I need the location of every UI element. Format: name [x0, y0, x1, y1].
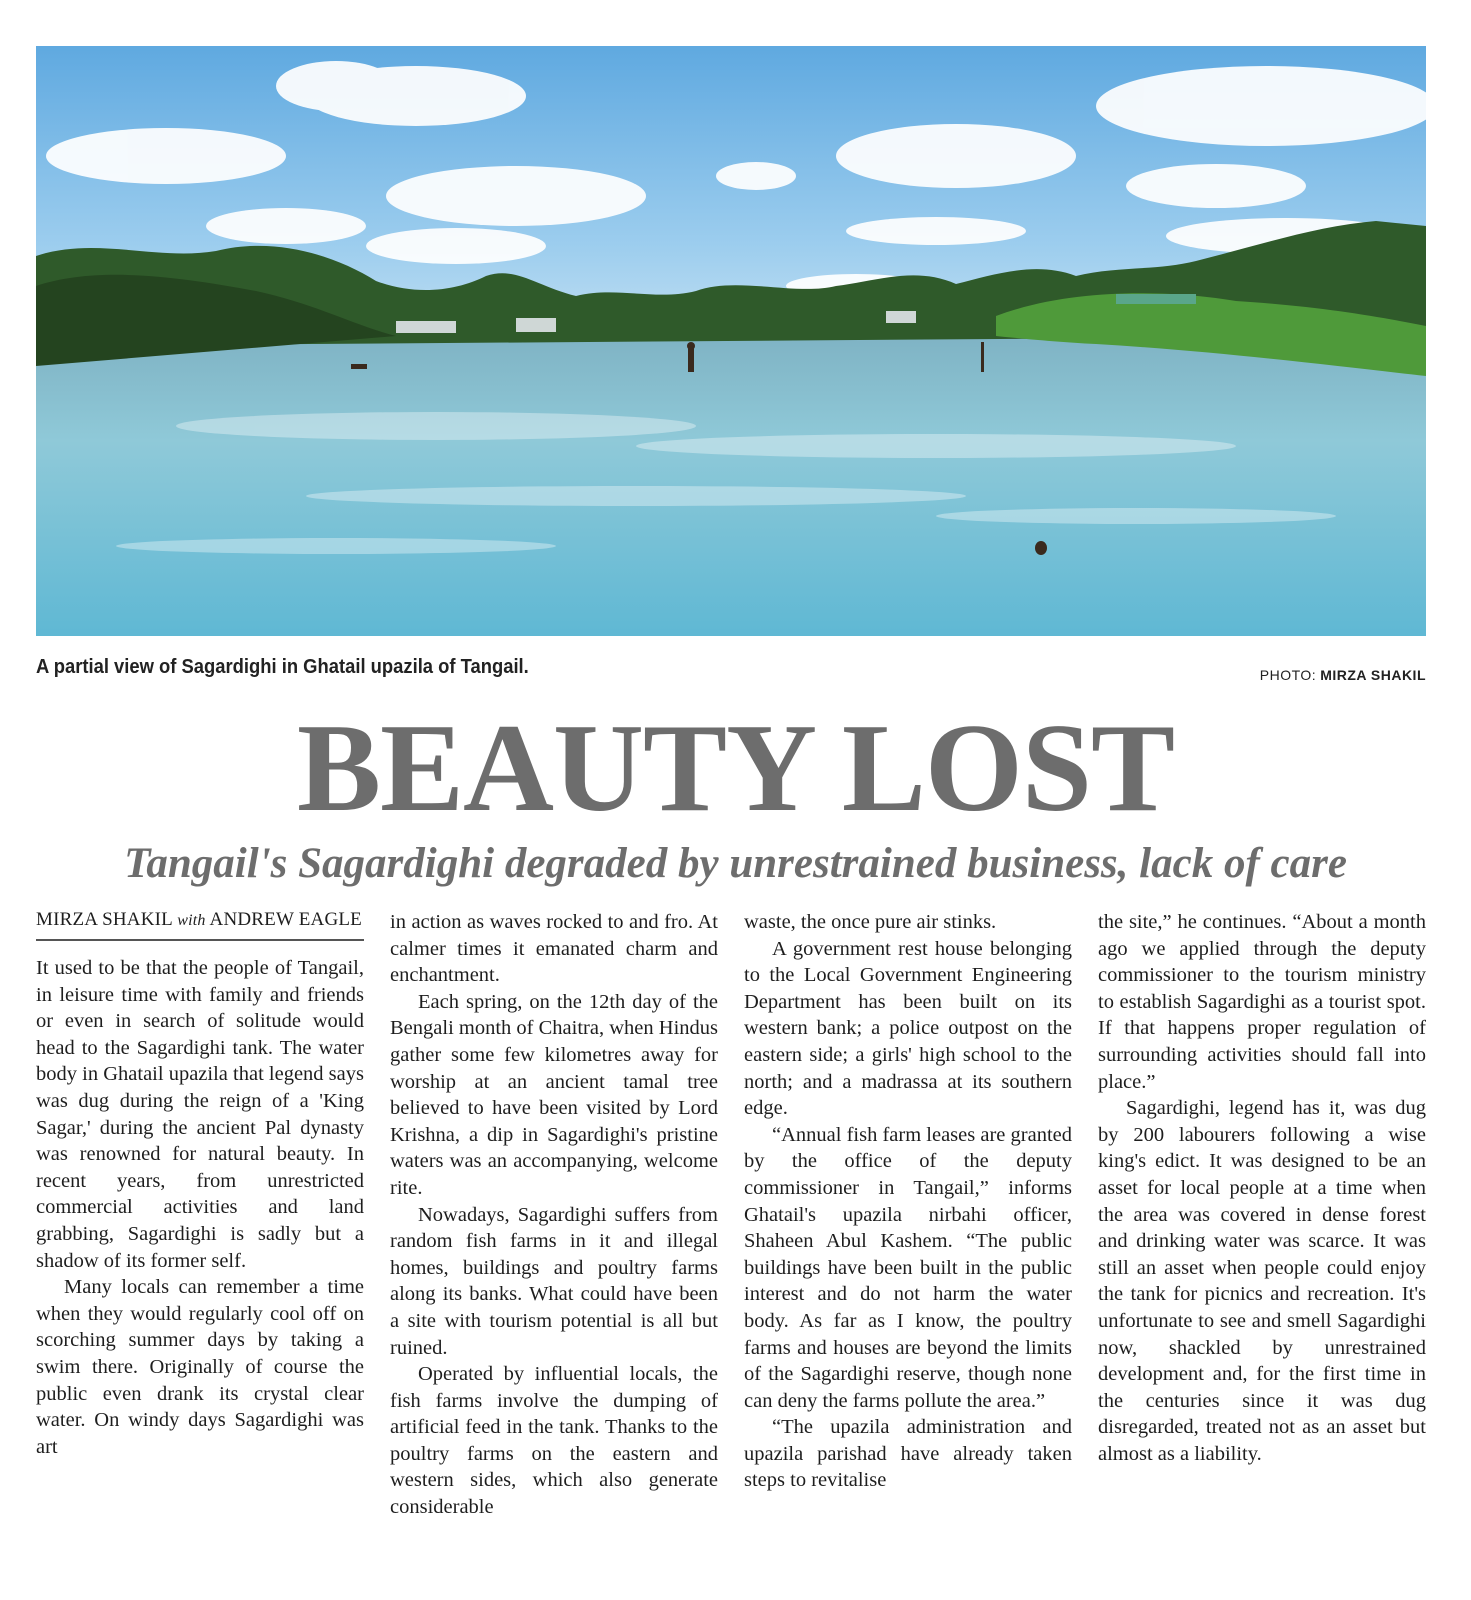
- subheadline: Tangail's Sagardighi degraded by unrestrained business, lack of care: [124, 840, 1347, 887]
- article-column-2: [390, 909, 718, 1521]
- byline-author: MIRZA SHAKIL: [36, 909, 173, 930]
- lake-photo: [36, 46, 1426, 636]
- paragraph: “The upazila administration and upazila parishad have already taken steps to revitalise: [744, 1416, 1072, 1492]
- lake-photo-illustration: [36, 46, 1426, 636]
- paragraph: Nowadays, Sagardighi suffers from random fish farms in it and illegal homes, buildings and poultry farms along its banks. What could have been a site with tourism potential is all but ruined.: [390, 1203, 718, 1359]
- photo-credit-label: PHOTO:: [1259, 667, 1317, 683]
- paragraph-continued: in action as waves rocked to and fro. At calmer times it emanated charm and enchantment.: [390, 911, 718, 987]
- photo-credit: [1260, 667, 1426, 683]
- paragraph: A government rest house belonging to the Local Government Engineering Department has been built on its western bank; a police outpost on the eastern side; a girls' high school to the north; and a madrassa at its southern edge.: [744, 937, 1072, 1120]
- photo-credit-name: MIRZA SHAKIL: [1320, 667, 1426, 683]
- paragraph: Each spring, on the 12th day of the Bengali month of Chaitra, when Hindus gather some few kilometres away for worship at an ancient tamal tree believed to have been visited by Lord Krishna, a dip in Sagardighi's pristine waters was an accompanying, welcome rite.: [390, 990, 718, 1199]
- article-column-4: [1098, 909, 1426, 1467]
- paragraph: Operated by influential locals, the fish farms involve the dumping of artificial feed in the tank. Thanks to the poultry farms on the eastern and western sides, which also generate considerable: [390, 1363, 718, 1519]
- byline-coauthor: ANDREW EAGLE: [209, 909, 362, 930]
- paragraph: Sagardighi, legend has it, was dug by 200 labourers following a wise king's edict. It was designed to be an asset for local people at a time when the area was covered in dense forest and drinking water was scarce. It was still an asset when people could enjoy the tank for picnics and recreation. It's unfortunate to see and smell Sagardighi now, shackled by unrestrained development and, for the first time in the centuries since it was dug disregarded, treated not as an asset but almost as a liability.: [1098, 1097, 1426, 1465]
- article-column-1: [36, 909, 364, 1460]
- paragraph-continued: the site,” he continues. “About a month ago we applied through the deputy commissioner to the tourism ministry to establish Sagardighi as a tourist spot. If that happens proper regulation of surrounding activities should fall into place.”: [1098, 911, 1426, 1093]
- photo-caption: A partial view of Sagardighi in Ghatail upazila of Tangail.: [36, 656, 529, 678]
- article-column-3: [744, 909, 1072, 1494]
- paragraph-continued: waste, the once pure air stinks.: [744, 911, 997, 933]
- paragraph: It used to be that the people of Tangail, in leisure time with family and friends or even in search of solitude would head to the Sagardighi tank. The water body in Ghatail upazila that legend says was dug during the reign of a 'King Sagar,' during the ancient Pal dynasty was renowned for natural beauty. In recent years, from unrestricted commercial activities and land grabbing, Sagardighi is sadly but a shadow of its former self.: [36, 957, 364, 1272]
- byline: [36, 909, 364, 941]
- byline-with: with: [177, 912, 206, 929]
- paragraph: Many locals can remember a time when they would regularly cool off on scorching summer days by taking a swim there. Originally of course the public even drank its crystal clear water. On windy days Sagardighi was art: [36, 1276, 364, 1458]
- headline: BEAUTY LOST: [296, 699, 1175, 838]
- paragraph: “Annual fish farm leases are granted by the office of the deputy commissioner in Tangail,” informs Ghatail's upazila nirbahi officer, Shaheen Abul Kashem. “The public buildings have been built in the public interest and do not harm the water body. As far as I know, the poultry farms and houses are beyond the limits of the Sagardighi reserve, though none can deny the farms pollute the area.”: [744, 1123, 1072, 1412]
